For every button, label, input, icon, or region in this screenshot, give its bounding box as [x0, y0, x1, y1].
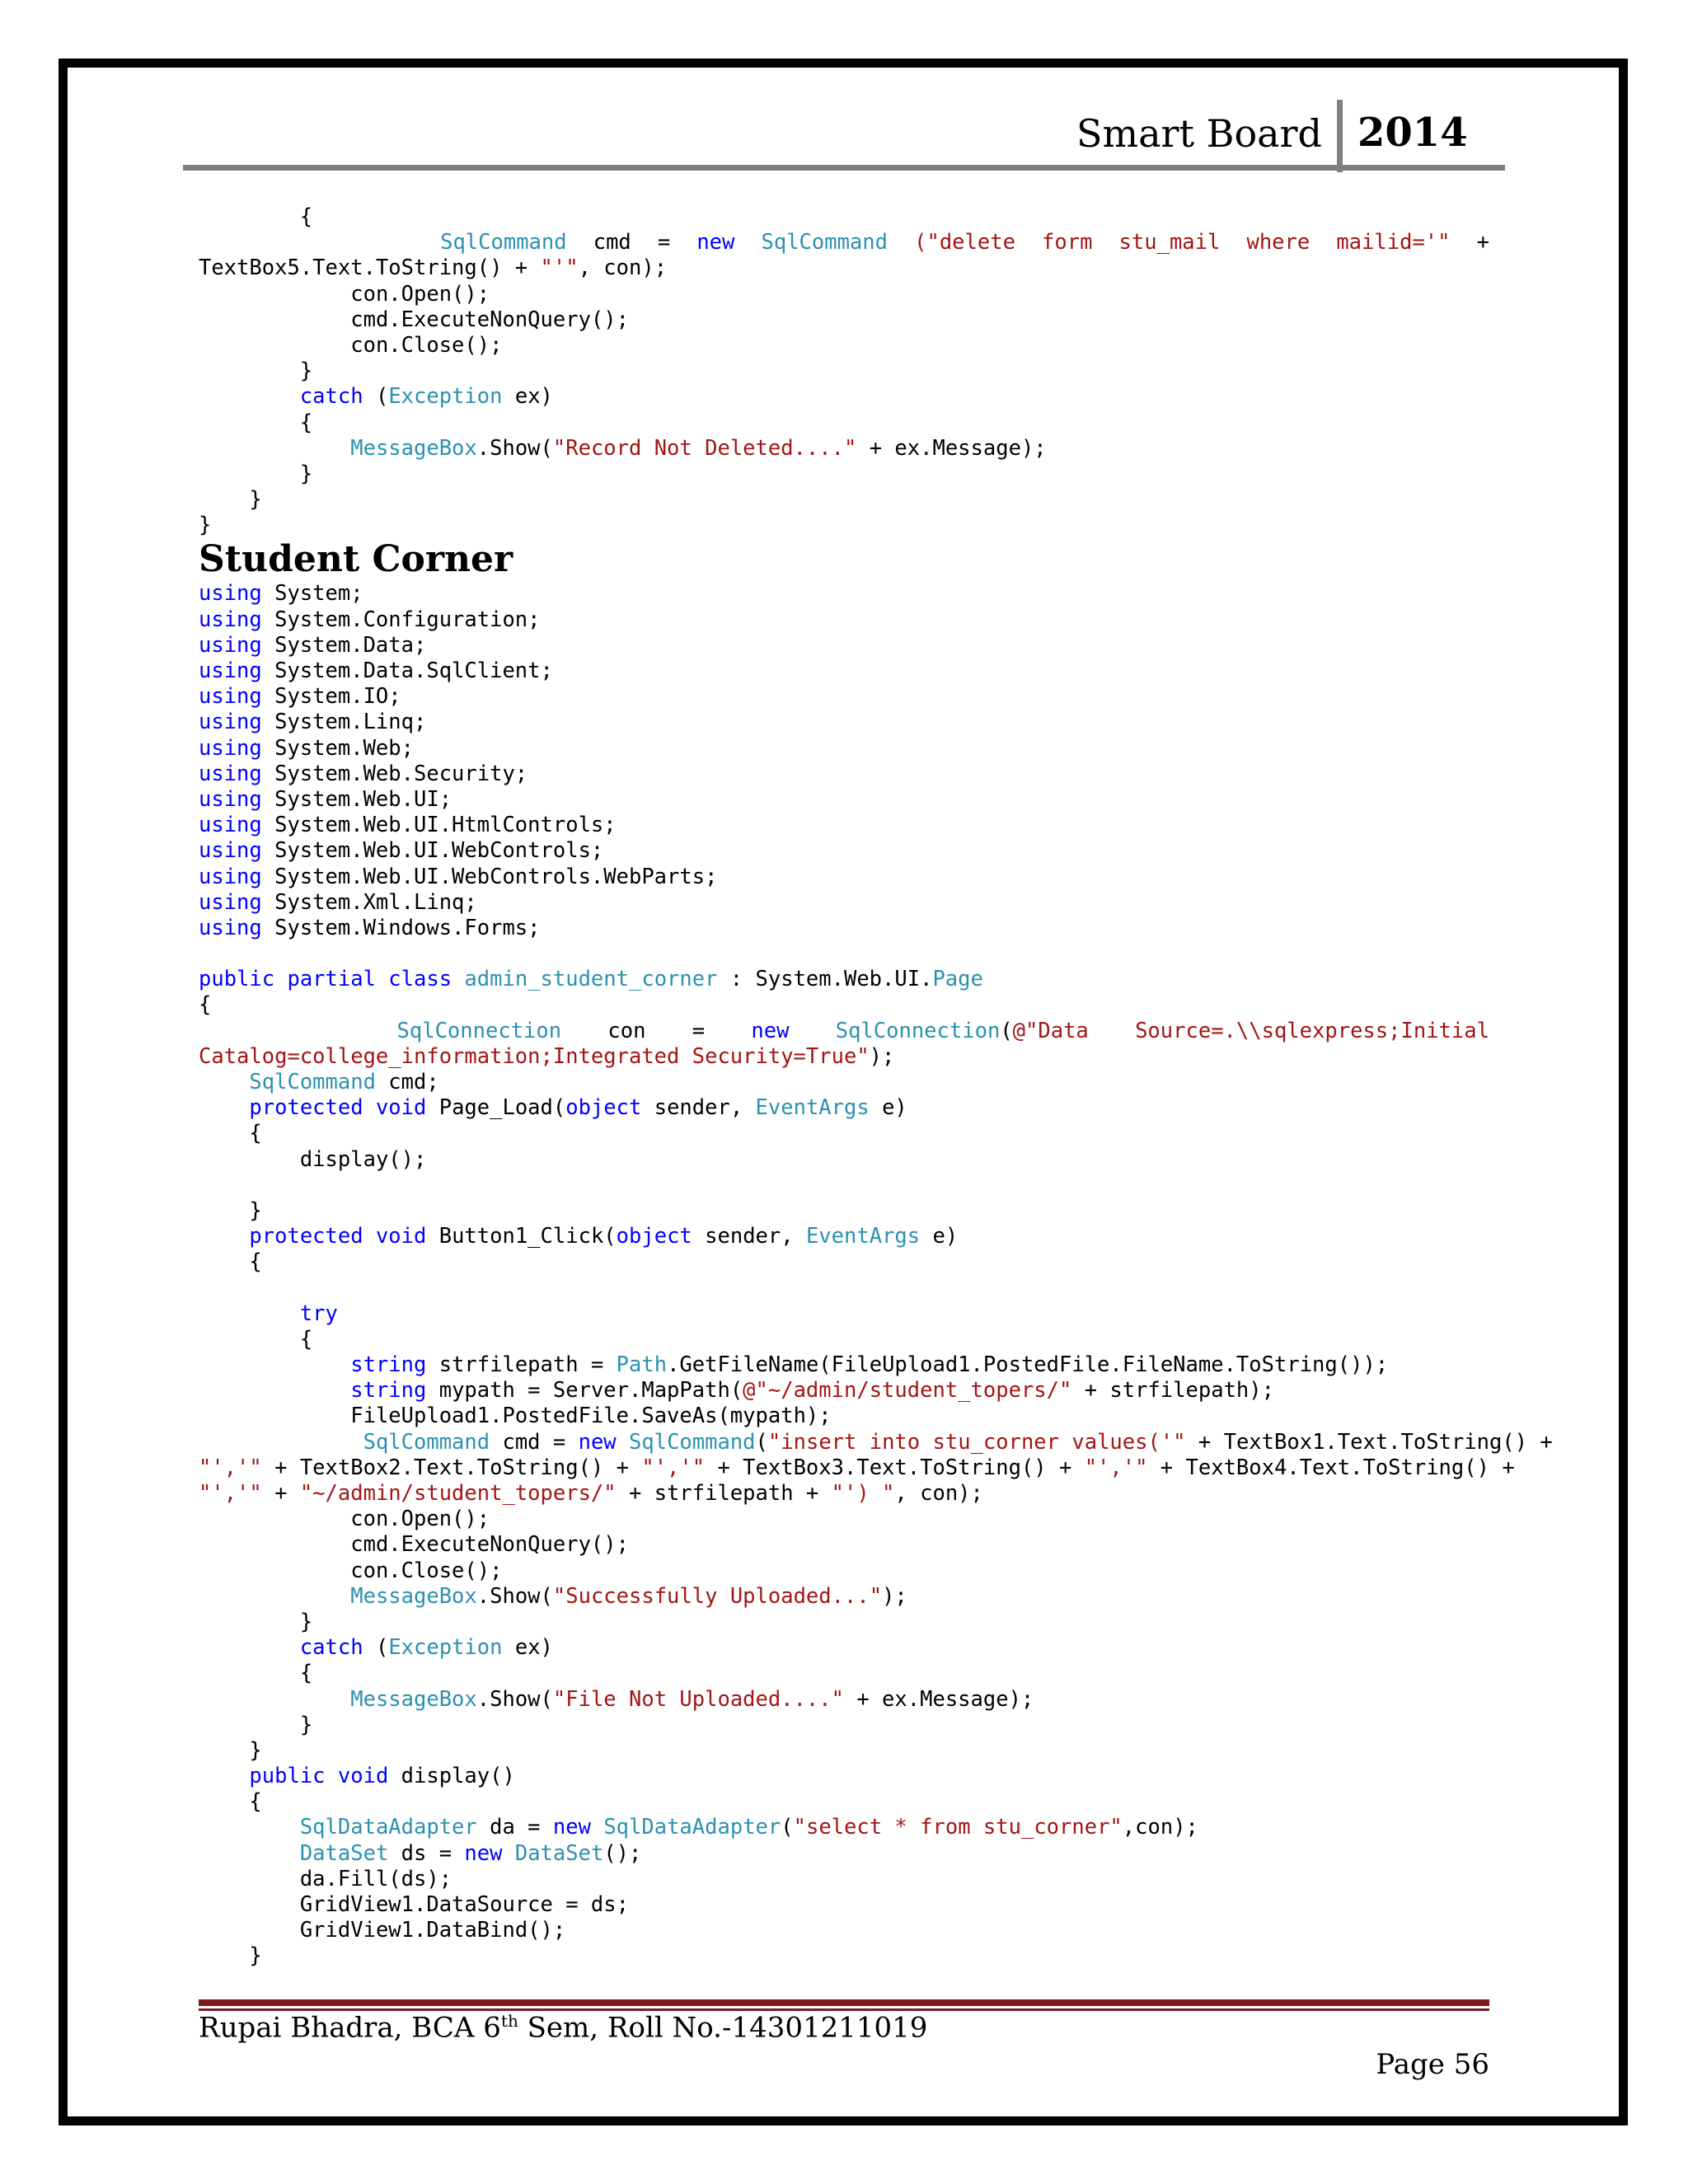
code-line — [199, 384, 1493, 410]
code-line — [199, 1378, 1493, 1404]
code-line — [199, 1481, 1493, 1507]
code-line — [199, 204, 1493, 230]
code-token: using — [199, 581, 262, 607]
code-line — [199, 1867, 1493, 1892]
code-token: cmd; — [375, 1070, 439, 1094]
code-token: System.Xml.Linq; — [261, 889, 477, 915]
code-line — [199, 787, 1493, 813]
code-line — [199, 1687, 1493, 1713]
code-line — [199, 890, 1493, 916]
code-token: { — [199, 992, 212, 1018]
code-token: public partial class — [199, 967, 452, 992]
code-token: } — [249, 487, 262, 513]
code-line — [199, 513, 1493, 538]
code-token: "','" — [1084, 1455, 1148, 1480]
code-indent — [199, 230, 414, 255]
code-line — [199, 1276, 1493, 1301]
code-token: protected void — [249, 1095, 427, 1121]
code-token: catch — [299, 384, 363, 410]
code-line — [199, 1892, 1493, 1918]
code-token: @"~/admin/student_topers/" — [743, 1378, 1072, 1404]
page-header — [183, 95, 1505, 171]
code-token: public void — [249, 1764, 389, 1789]
code-token: GridView1.DataSource = ds; — [299, 1892, 629, 1917]
code-line — [199, 1841, 1493, 1867]
code-token: where — [1246, 230, 1311, 255]
code-token: ); — [869, 1043, 895, 1069]
code-token: System.Configuration; — [261, 607, 541, 632]
code-line — [199, 282, 1493, 307]
code-token: ( — [363, 1635, 389, 1661]
code-token: System.Data; — [261, 632, 427, 658]
code-token: { — [299, 1661, 313, 1686]
code-line — [199, 1764, 1493, 1789]
code-token: FileUpload1.PostedFile.SaveAs(mypath); — [350, 1404, 832, 1429]
code-token: (); — [603, 1840, 642, 1866]
code-token: using — [199, 658, 262, 683]
code-token: ); — [882, 1583, 907, 1609]
code-token: } — [299, 1609, 313, 1634]
code-token: object — [565, 1095, 642, 1121]
header-year: 2014 — [1357, 110, 1468, 156]
code-token: stu_mail — [1118, 230, 1221, 255]
code-token: } — [249, 1197, 262, 1223]
code-token: using — [199, 710, 262, 735]
code-token: Page — [932, 967, 983, 992]
code-token: { — [249, 1249, 262, 1275]
code-line — [199, 865, 1493, 890]
code-token: da = — [476, 1815, 553, 1840]
code-indent — [199, 1019, 350, 1044]
code-line — [199, 1789, 1493, 1815]
code-token: e) — [869, 1095, 907, 1121]
code-token: using — [199, 864, 262, 889]
code-token: Button1_Click( — [426, 1224, 617, 1249]
code-line — [199, 1943, 1493, 1969]
code-line — [199, 1661, 1493, 1686]
code-token: new — [578, 1429, 617, 1455]
code-line — [199, 255, 1493, 281]
code-token: { — [249, 1121, 262, 1146]
code-line — [199, 436, 1493, 462]
code-token: System.Linq; — [261, 710, 427, 735]
code-token: ("delete — [914, 230, 1015, 255]
code-token: using — [199, 735, 262, 761]
code-token: sender, — [692, 1224, 806, 1249]
code-line — [199, 1404, 1493, 1429]
code-token: "Successfully Uploaded..." — [552, 1583, 883, 1609]
code-token: using — [199, 786, 262, 812]
code-line — [199, 1044, 1493, 1070]
code-token: display(); — [299, 1146, 427, 1172]
code-line — [199, 1173, 1493, 1198]
code-token: } — [299, 359, 313, 384]
code-line — [199, 1713, 1493, 1738]
code-line — [199, 1121, 1493, 1146]
code-token: } — [249, 1943, 262, 1969]
code-token: { — [249, 1789, 262, 1815]
code-token: System.Web; — [261, 735, 414, 761]
code-token: System.Web.UI.HtmlControls; — [261, 813, 617, 838]
code-line — [199, 307, 1493, 333]
code-token: ds = — [388, 1840, 465, 1866]
code-line — [199, 1327, 1493, 1352]
code-token: "~/admin/student_topers/" — [299, 1481, 617, 1506]
code-line — [199, 359, 1493, 384]
code-line — [199, 838, 1493, 864]
code-token: SqlDataAdapter — [603, 1815, 781, 1840]
code-token: System.Data.SqlClient; — [261, 658, 553, 683]
code-token: using — [199, 889, 262, 915]
code-token: System.Web.UI.WebControls.WebParts; — [261, 864, 718, 889]
code-token: Path — [616, 1352, 668, 1378]
code-token: "','" — [199, 1481, 262, 1506]
code-token: EventArgs — [805, 1224, 921, 1249]
code-token: + ex.Message); — [856, 435, 1047, 461]
code-line — [199, 410, 1493, 436]
code-line — [199, 1584, 1493, 1610]
code-token: } — [299, 1712, 313, 1737]
code-token: display() — [388, 1764, 515, 1789]
code-token: protected void — [249, 1224, 427, 1249]
code-line — [199, 941, 1493, 967]
section-heading: Student Corner — [199, 538, 513, 581]
code-line — [199, 684, 1493, 710]
code-token: + — [1476, 230, 1489, 255]
code-token: SqlCommand — [363, 1429, 490, 1455]
code-line — [199, 1815, 1493, 1840]
code-token: , con); — [894, 1481, 983, 1506]
code-token: try — [299, 1301, 338, 1326]
code-line — [199, 1019, 1493, 1044]
code-token: { — [299, 204, 313, 229]
code-token: System.Web.UI; — [261, 786, 452, 812]
code-token: using — [199, 838, 262, 864]
code-token: SqlCommand — [629, 1429, 756, 1455]
code-token: con.Open(); — [350, 1507, 490, 1532]
code-token: new — [464, 1840, 503, 1866]
code-token: = — [692, 1018, 706, 1043]
code-token: ex) — [502, 384, 553, 410]
code-token: DataSet — [299, 1840, 389, 1866]
footer-rule — [199, 1999, 1489, 2006]
code-line — [199, 1070, 1493, 1095]
code-line — [199, 1558, 1493, 1584]
code-token: } — [199, 513, 212, 538]
code-token: new — [751, 1018, 790, 1043]
code-line — [199, 1249, 1493, 1275]
header-rule — [183, 165, 1505, 171]
code-token: ex) — [502, 1635, 553, 1661]
code-token: = — [657, 230, 671, 255]
code-line — [199, 1147, 1493, 1173]
code-token: MessageBox — [350, 1686, 477, 1712]
code-token: using — [199, 632, 262, 658]
code-line — [199, 916, 1493, 941]
code-token: "Record Not Deleted...." — [552, 435, 857, 461]
code-token: SqlCommand — [249, 1070, 376, 1094]
page-number: Page 56 — [1376, 2048, 1489, 2081]
code-line — [199, 1301, 1493, 1327]
code-token: ( — [1000, 1018, 1013, 1043]
code-token: System; — [261, 581, 363, 607]
code-line — [199, 581, 1493, 607]
code-line — [199, 1429, 1553, 1455]
code-line — [199, 1507, 1493, 1532]
code-token: + TextBox4.Text.ToString() + — [1147, 1455, 1515, 1480]
code-token: admin_student_corner — [464, 967, 718, 992]
code-token: .Show( — [476, 1686, 553, 1712]
code-line — [199, 1352, 1493, 1378]
code-token: SqlDataAdapter — [299, 1815, 477, 1840]
code-token: using — [199, 607, 262, 632]
code-token: DataSet — [514, 1840, 604, 1866]
code-line — [199, 1738, 1493, 1764]
code-token: .Show( — [476, 1583, 553, 1609]
code-token: catch — [299, 1635, 363, 1661]
code-line — [199, 710, 1493, 735]
footer-author — [199, 2011, 927, 2044]
code-line — [199, 1610, 1493, 1635]
code-token: string — [350, 1378, 427, 1404]
code-token: + — [261, 1481, 300, 1506]
code-line — [199, 1198, 1493, 1224]
code-token: .GetFileName(FileUpload1.PostedFile.FileName.ToString()); — [667, 1352, 1389, 1378]
code-line — [199, 487, 1493, 513]
code-token: Exception — [388, 1635, 503, 1661]
code-token: SqlConnection — [396, 1018, 562, 1043]
code-token: cmd — [593, 230, 631, 255]
code-line — [199, 462, 1493, 487]
code-token: , con); — [578, 255, 668, 281]
code-token: TextBox5.Text.ToString() + — [199, 255, 541, 281]
code-token: da.Fill(ds); — [299, 1866, 452, 1891]
code-line — [199, 762, 1493, 787]
code-line — [199, 230, 1493, 255]
code-token: } — [299, 461, 313, 486]
code-token: "','" — [199, 1455, 262, 1480]
code-token: System.Windows.Forms; — [261, 915, 541, 940]
code-listing — [199, 204, 1553, 1970]
code-token: con.Open(); — [350, 281, 490, 307]
code-token: { — [299, 1326, 313, 1352]
code-token: EventArgs — [755, 1095, 870, 1121]
code-token: SqlCommand — [440, 230, 567, 255]
code-token: ( — [781, 1815, 794, 1840]
code-token: "select * from stu_corner" — [793, 1815, 1123, 1840]
code-token: SqlConnection — [835, 1018, 1001, 1043]
code-line — [199, 1224, 1493, 1249]
code-token: : System.Web.UI. — [717, 967, 933, 992]
code-token: form — [1042, 230, 1093, 255]
code-token: MessageBox — [350, 1583, 477, 1609]
code-line — [199, 1918, 1493, 1943]
code-line — [199, 633, 1493, 658]
code-token: ,con); — [1122, 1815, 1198, 1840]
code-line — [199, 1455, 1515, 1481]
code-line — [199, 658, 1493, 684]
footer-author-sup: th — [500, 2011, 518, 2031]
code-token: cmd = — [490, 1429, 579, 1455]
code-token: "','" — [641, 1455, 706, 1480]
code-token: object — [616, 1224, 692, 1249]
code-token: + TextBox2.Text.ToString() + — [261, 1455, 642, 1480]
code-token: mypath = Server.MapPath( — [426, 1378, 743, 1404]
code-token: MessageBox — [350, 435, 477, 461]
footer-author-name: Rupai Bhadra, BCA 6 — [199, 2011, 501, 2045]
code-line — [199, 1532, 1493, 1558]
code-token: Catalog=college_information;Integrated Security=True" — [199, 1043, 870, 1069]
code-token: "insert into stu_corner values('" — [767, 1429, 1186, 1455]
code-token: + TextBox3.Text.ToString() + — [705, 1455, 1085, 1480]
code-token: "File Not Uploaded...." — [552, 1686, 844, 1712]
code-token: System.IO; — [261, 684, 401, 710]
code-line — [199, 333, 1493, 359]
code-token: "'" — [540, 255, 579, 281]
code-token: sender, — [641, 1095, 756, 1121]
code-token: new — [552, 1815, 591, 1840]
code-token: e) — [920, 1224, 959, 1249]
code-token: ( — [755, 1429, 768, 1455]
code-token: con — [607, 1018, 646, 1043]
code-token: } — [249, 1737, 262, 1763]
code-line — [199, 967, 1493, 992]
header-separator — [1337, 100, 1343, 172]
code-token: + TextBox1.Text.ToString() + — [1185, 1429, 1553, 1455]
code-token: string — [350, 1352, 427, 1378]
code-token: using — [199, 915, 262, 940]
code-line — [199, 813, 1493, 838]
code-token: mailid='" — [1336, 230, 1451, 255]
code-token: + strfilepath + — [616, 1481, 832, 1506]
code-token: cmd.ExecuteNonQuery(); — [350, 1532, 629, 1558]
code-token: new — [696, 230, 735, 255]
code-token: System.Web.UI.WebControls; — [261, 838, 604, 864]
code-token: using — [199, 684, 262, 710]
code-token: Source=.\\sqlexpress;Initial — [1135, 1018, 1489, 1043]
code-line — [199, 736, 1493, 762]
code-line — [199, 1635, 1493, 1661]
code-token: ( — [363, 384, 389, 410]
code-token: cmd.ExecuteNonQuery(); — [350, 307, 629, 332]
code-token: SqlCommand — [761, 230, 889, 255]
code-token: { — [299, 410, 313, 435]
code-line — [199, 607, 1493, 633]
code-token: "') " — [831, 1481, 895, 1506]
code-token: System.Web.Security; — [261, 761, 528, 786]
code-token: con.Close(); — [350, 332, 503, 358]
code-token: Page_Load( — [426, 1095, 566, 1121]
code-line — [199, 1095, 1493, 1121]
code-line — [199, 992, 1493, 1018]
code-token: strfilepath = — [426, 1352, 617, 1378]
code-token: Exception — [388, 384, 503, 410]
code-token: using — [199, 813, 262, 838]
footer-author-roll: Sem, Roll No.-14301211019 — [518, 2011, 928, 2045]
code-token: GridView1.DataBind(); — [299, 1918, 566, 1943]
code-token: using — [199, 761, 262, 786]
code-token: con.Close(); — [350, 1558, 503, 1583]
code-token: + strfilepath); — [1071, 1378, 1274, 1404]
code-token: + ex.Message); — [844, 1686, 1034, 1712]
code-token: @"Data — [1012, 1018, 1089, 1043]
header-title: Smart Board — [1076, 111, 1322, 156]
code-token: .Show( — [476, 435, 553, 461]
